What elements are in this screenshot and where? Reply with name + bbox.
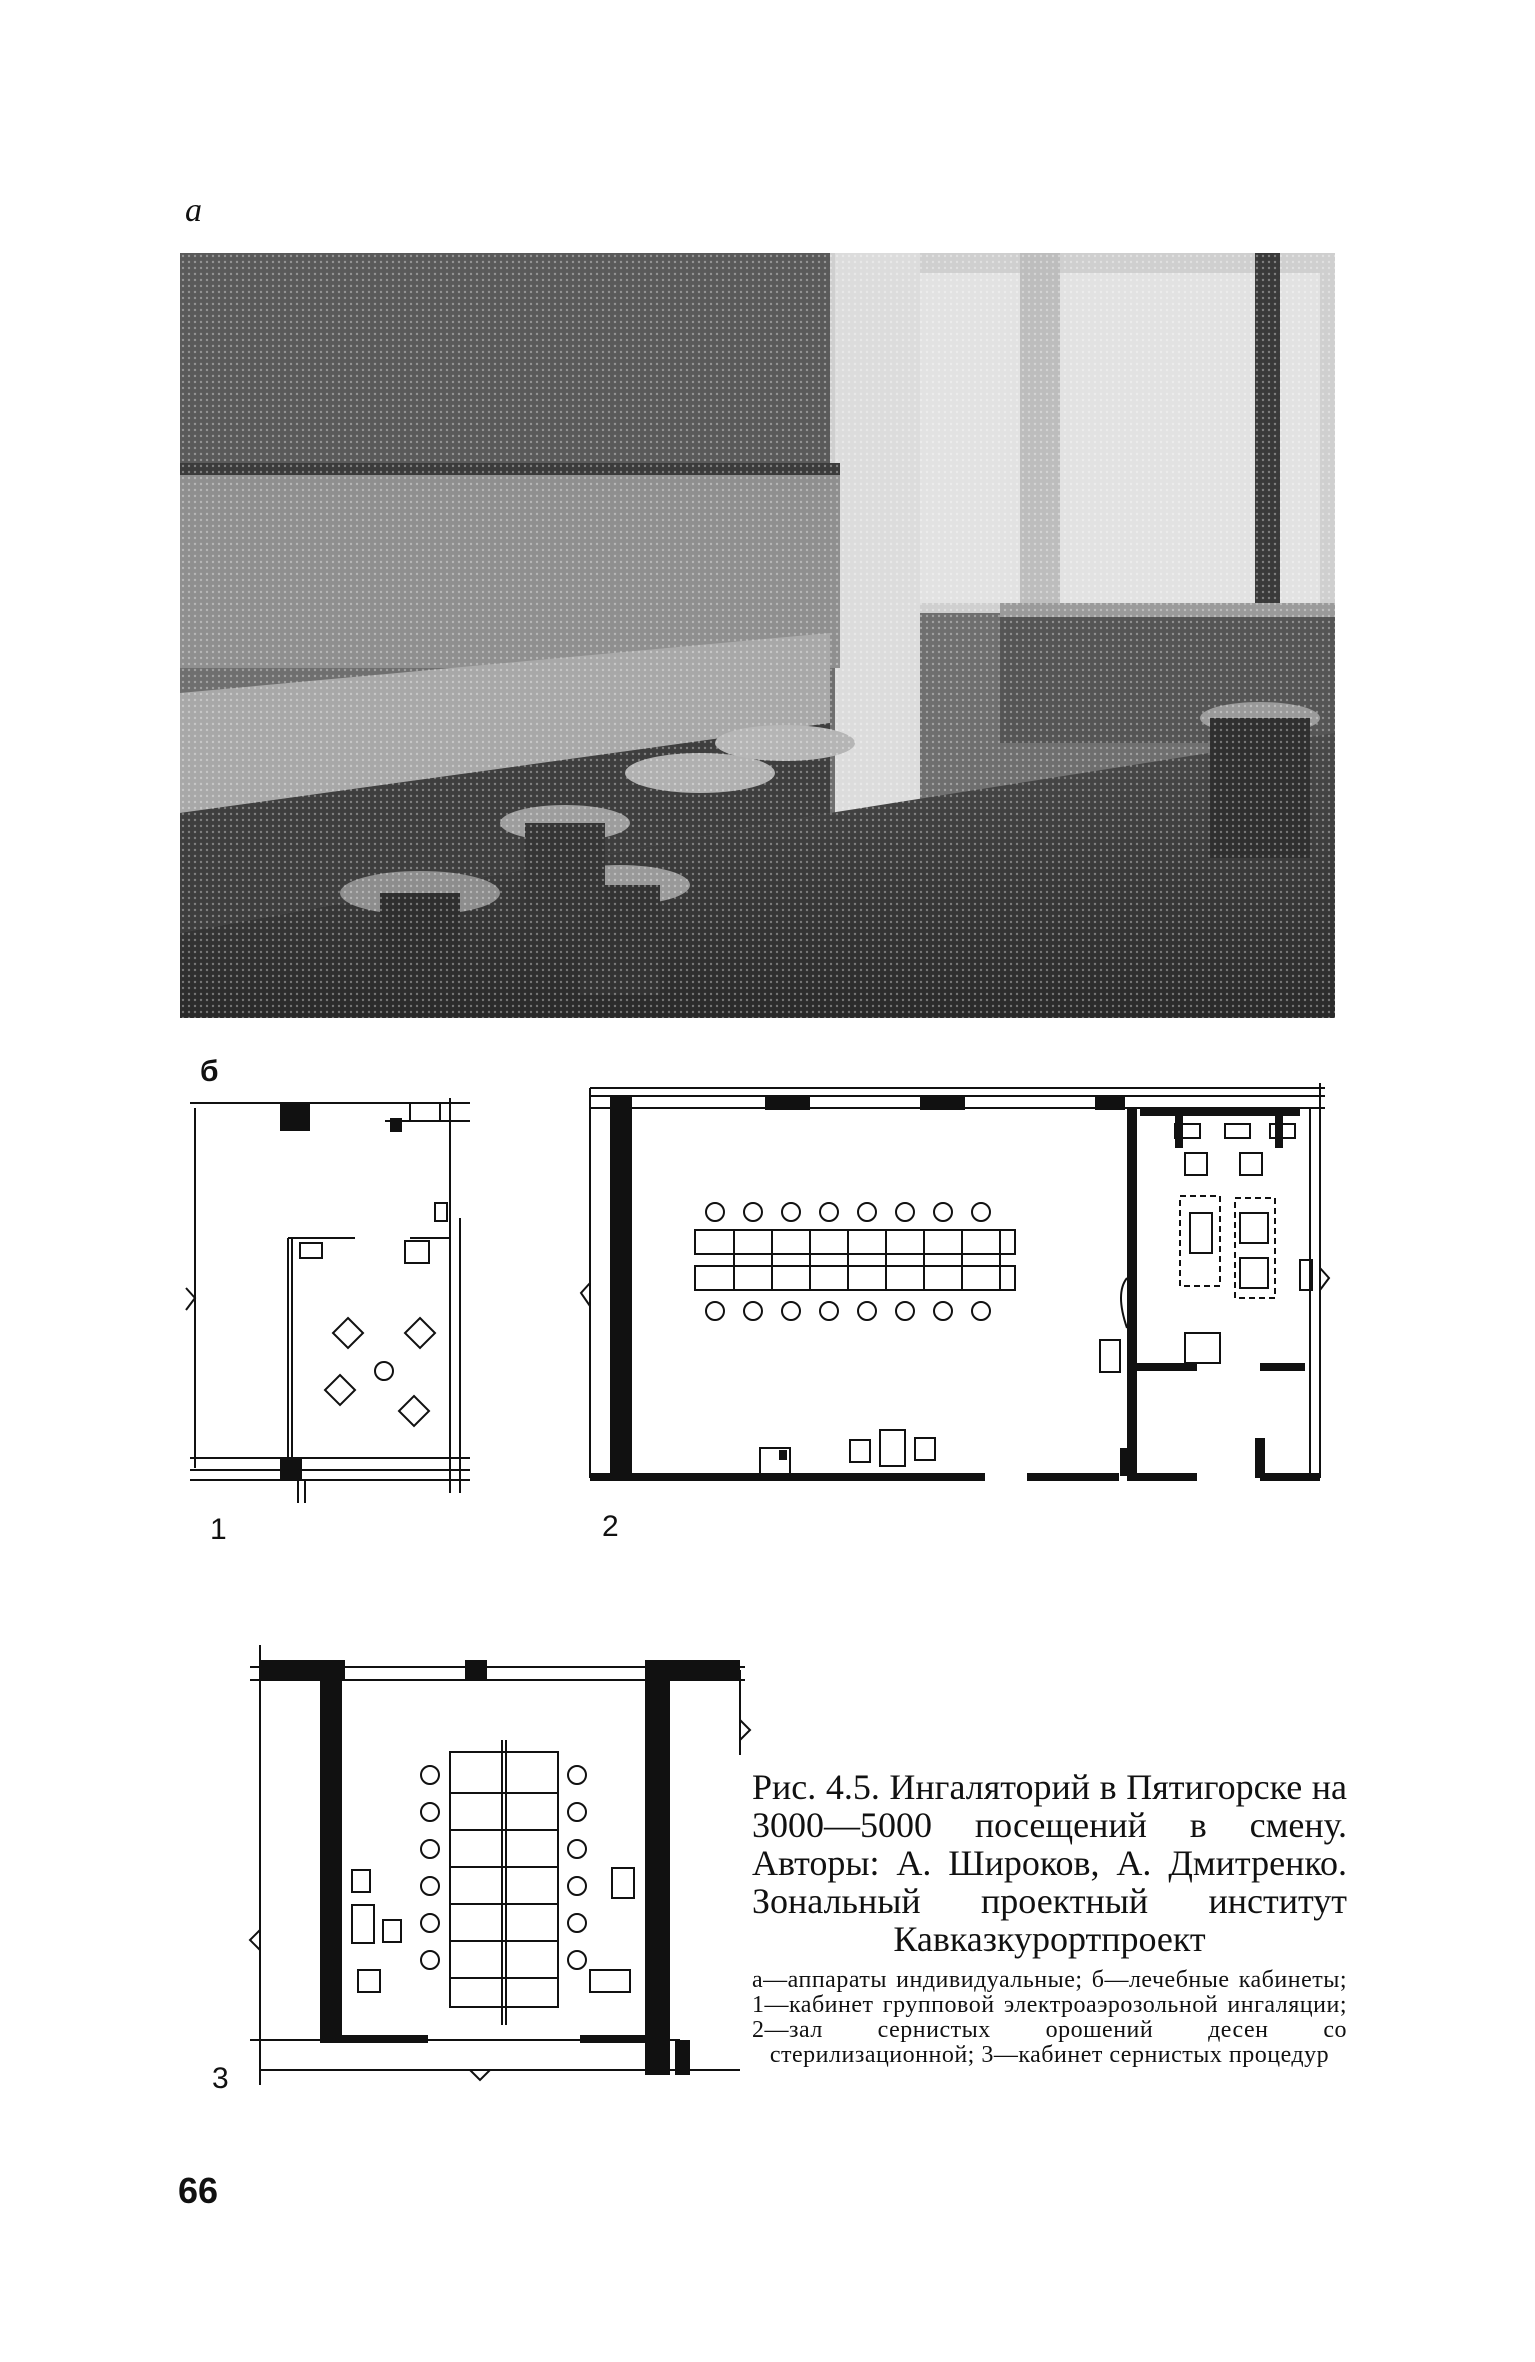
plan-2-label: 2 — [602, 1510, 619, 1543]
plan-3-label: 3 — [212, 2062, 229, 2095]
floor-plan-2 — [575, 1078, 1335, 1498]
page-number: 66 — [178, 2170, 219, 2211]
floor-plan-1 — [180, 1078, 480, 1508]
caption-legend: а—аппараты индивидуальные; б—лечебные кабинеты; 1—кабинет групповой электроаэрозольной ингаляции; 2—зал сернистых орошений десен со стерилизационной; 3—кабинет сернистых процедур — [752, 1967, 1347, 2068]
plan-1-label: 1 — [210, 1513, 227, 1546]
plans-group-label: б — [200, 1055, 219, 1088]
interior-photograph — [180, 253, 1335, 1018]
floor-plan-3 — [240, 1640, 760, 2090]
photo-label: а — [185, 192, 202, 229]
figure-caption — [752, 1768, 1347, 2068]
caption-title: Рис. 4.5. Ингаляторий в Пятигорске на 3000—5000 посещений в смену. Авторы: А. Широков, А. Дмитренко. Зональный проектный институт Кавказкурортпроект — [752, 1767, 1347, 1959]
